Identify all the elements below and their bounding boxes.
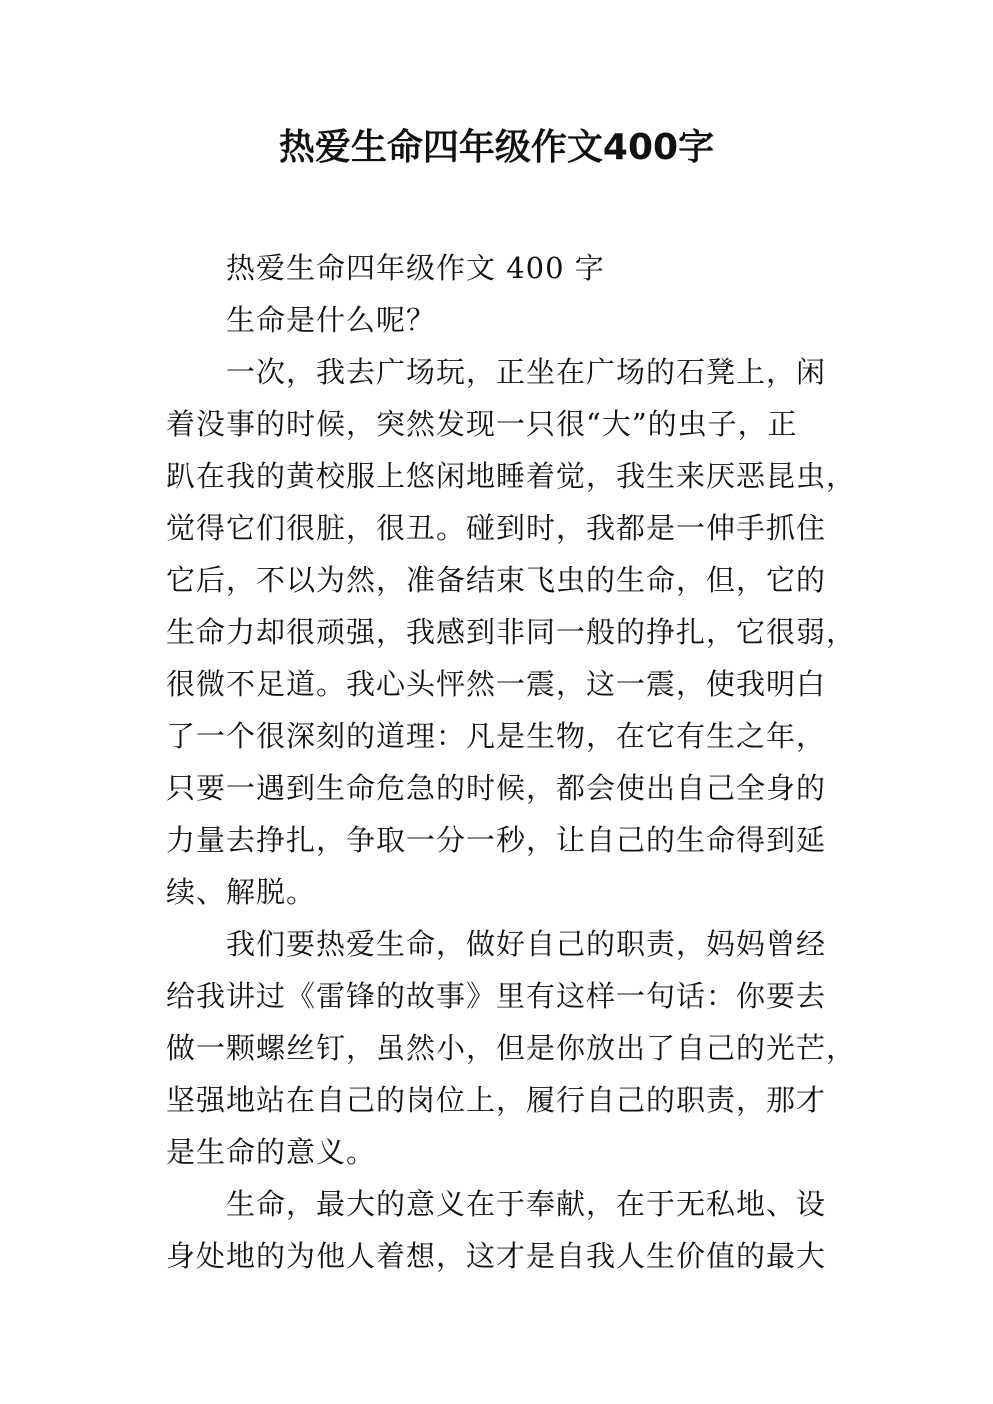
text-line: 热爱生命四年级作文 400 字 xyxy=(226,251,605,285)
paragraph-subtitle xyxy=(166,242,846,294)
text-line: 觉得它们很脏，很丑。碰到时，我都是一伸手抓住 xyxy=(166,511,827,545)
document-title: 热爱生命四年级作文400字 xyxy=(278,127,715,168)
text-line: 生命力却很顽强，我感到非同一般的挣扎，它很弱， xyxy=(166,615,857,649)
text-line: 生命，最大的意义在于奉献，在于无私地、设 xyxy=(226,1187,827,1221)
text-line: 很微不足道。我心头怦然一震，这一震，使我明白 xyxy=(166,667,827,701)
text-line: 做一颗螺丝钉，虽然小，但是你放出了自己的光芒， xyxy=(166,1031,857,1065)
paragraph-story xyxy=(166,346,857,918)
text-line: 是生命的意义。 xyxy=(166,1135,377,1169)
text-line: 生命是什么呢？ xyxy=(226,303,437,337)
text-line: 它后，不以为然，准备结束飞虫的生命，但，它的 xyxy=(166,563,827,597)
text-line: 了一个很深刻的道理：凡是生物，在它有生之年， xyxy=(166,719,827,753)
paragraph-meaning xyxy=(166,1178,846,1282)
text-line: 一次，我去广场玩，正坐在广场的石凳上，闲 xyxy=(226,355,827,389)
text-line: 给我讲过《雷锋的故事》里有这样一句话：你要去 xyxy=(166,979,827,1013)
paragraph-question xyxy=(166,294,846,346)
text-line: 着没事的时候，突然发现一只很“大”的虫子，正 xyxy=(166,407,798,441)
text-line: 坚强地站在自己的岗位上，履行自己的职责，那才 xyxy=(166,1083,827,1117)
text-line: 我们要热爱生命，做好自己的职责，妈妈曾经 xyxy=(226,927,827,961)
text-line: 身处地的为他人着想，这才是自我人生价值的最大 xyxy=(166,1239,827,1273)
text-line: 续、解脱。 xyxy=(166,875,317,909)
document-body xyxy=(166,242,857,1282)
text-line: 力量去挣扎，争取一分一秒，让自己的生命得到延 xyxy=(166,823,827,857)
text-line: 趴在我的黄校服上悠闲地睡着觉，我生来厌恶昆虫， xyxy=(166,459,857,493)
text-line: 只要一遇到生命危急的时候，都会使出自己全身的 xyxy=(166,771,827,805)
paragraph-leifeng xyxy=(166,918,857,1178)
